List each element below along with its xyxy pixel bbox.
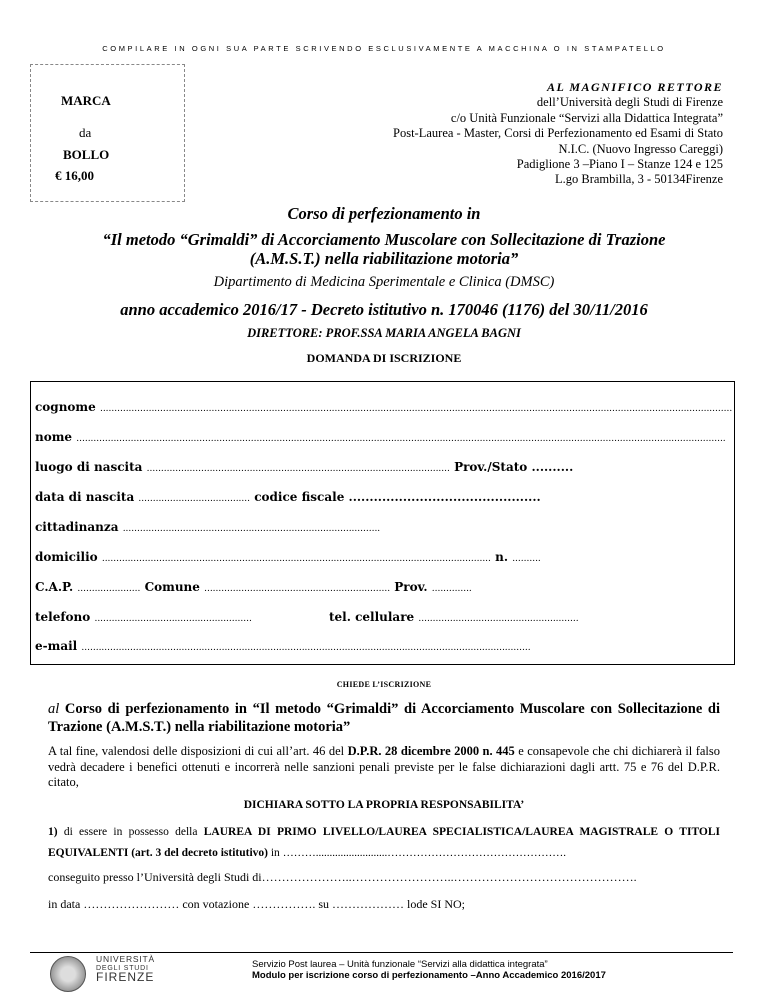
label-conseguito: conseguito presso l’Università degli Studi di <box>48 870 262 884</box>
university-logo-text <box>96 955 155 982</box>
request-heading: CHIEDE L’ISCRIZIONE <box>336 680 432 689</box>
logo-line: DEGLI STUDI <box>96 965 149 972</box>
request-al: al <box>48 701 60 717</box>
label-prov: Prov. <box>394 580 428 594</box>
header-note: COMPILARE IN OGNI SUA PARTE SCRIVENDO ESCLUSIVAMENTE A MACCHINA O IN STAMPATELLO <box>102 44 666 53</box>
label-cognome: cognome <box>35 400 96 414</box>
academic-year: anno accademico 2016/17 - Decreto istitutivo n. 170046 (1176) del 30/11/2016 <box>120 300 648 319</box>
legal-paragraph <box>48 744 720 791</box>
footer-line: Servizio Post laurea – Unità funzionale “Servizi alla didattica integrata” <box>252 959 548 970</box>
field-email[interactable]: ............................................................................................................................................................. <box>81 643 531 653</box>
recipient-address <box>303 80 723 188</box>
label-codice-fiscale: codice fiscale <box>254 490 345 504</box>
logo-line: FIRENZE <box>96 970 155 984</box>
field-nome[interactable]: ................................................................................................................................................................................................................................... <box>76 434 726 444</box>
item-number: 1) <box>48 826 58 838</box>
item-degree: LAUREA DI PRIMO LIVELLO/LAUREA SPECIALISTICA/LAUREA MAGISTRALE O TITOLI EQUIVALENTI (art. 3 del decreto istitutivo) <box>48 826 721 859</box>
field-telefono[interactable]: ....................................................... <box>94 614 252 624</box>
label-cittadinanza: cittadinanza <box>35 520 119 534</box>
item-text: in <box>267 847 280 859</box>
field-luogo-nascita[interactable]: .......................................................................................................... <box>146 464 450 474</box>
field-cittadinanza[interactable]: .......................................................................................... <box>122 524 381 534</box>
label-data-nascita: data di nascita <box>35 490 135 504</box>
label-su: su <box>318 897 329 911</box>
data-votazione-line <box>48 897 720 912</box>
declare-heading: DICHIARA SOTTO LA PROPRIA RESPONSABILITA’ <box>243 799 525 811</box>
request-course: Corso di perfezionamento in “Il metodo “Grimaldi” di Accorciamento Muscolare con Sollecitazione di Trazione (A.M.S.T.) nella riabilitazione motoria” <box>48 701 720 735</box>
field-cognome[interactable]: ............................................................................................................................................................................................................................. <box>99 404 733 414</box>
address-line: c/o Unità Funzionale “Servizi alla Didattica Integrata” <box>450 110 723 125</box>
label-telefono: telefono <box>35 610 91 624</box>
field-universita[interactable]: …………………..……………………..………………………………………. <box>261 870 637 884</box>
address-line: L.go Brambilla, 3 - 50134Firenze <box>554 172 723 187</box>
field-data-nascita[interactable]: ....................................... <box>138 494 250 504</box>
label-comune: Comune <box>144 580 200 594</box>
label-numero: n. <box>495 550 508 564</box>
recipient-heading: AL MAGNIFICO RETTORE <box>546 80 723 94</box>
address-line: Padiglione 3 –Piano I – Stanze 124 e 125 <box>516 157 723 172</box>
field-votazione[interactable]: ……………. <box>252 897 316 911</box>
course-name-line2: (A.M.S.T.) nella riabilitazione motoria” <box>249 249 519 268</box>
university-seal-icon <box>50 956 86 992</box>
logo-line: UNIVERSITÀ <box>96 954 156 964</box>
department: Dipartimento di Medicina Sperimentale e Clinica (DMSC) <box>213 274 555 290</box>
field-cap[interactable]: ...................... <box>77 584 141 594</box>
label-prov-stato: Prov./Stato <box>454 460 528 474</box>
label-lode: lode SI NO; <box>406 897 465 911</box>
address-line: N.I.C. (Nuovo Ingresso Careggi) <box>558 141 723 156</box>
paragraph-part: A tal fine, valendosi delle disposizioni di cui all’art. 46 del <box>48 744 348 758</box>
request-text <box>48 700 720 736</box>
label-email: e-mail <box>35 639 78 653</box>
director: DIRETTORE: PROF.SSA MARIA ANGELA BAGNI <box>247 326 521 340</box>
field-degree[interactable]: ………..........................…………………………………………. <box>282 847 566 859</box>
stamp-value: € 16,00 <box>55 168 94 183</box>
declaration-item-1 <box>48 822 720 864</box>
conseguito-line <box>48 870 720 885</box>
field-codice-fiscale[interactable]: .............................................. <box>348 490 541 504</box>
footer-divider <box>30 952 733 953</box>
stamp-marca: MARCA <box>61 93 111 108</box>
field-comune[interactable]: ................................................................. <box>204 584 391 594</box>
form-title: DOMANDA DI ISCRIZIONE <box>306 351 462 365</box>
personal-data-form <box>30 381 735 665</box>
field-data-laurea[interactable]: …………………… <box>83 897 180 911</box>
field-numero[interactable]: .......... <box>512 554 541 564</box>
footer-line: Modulo per iscrizione corso di perfezionamento –Anno Accademico 2016/2017 <box>252 970 606 981</box>
label-in-data: in data <box>48 897 81 911</box>
label-cellulare: tel. cellulare <box>329 610 415 624</box>
field-domicilio[interactable]: ........................................................................................................................................ <box>101 554 491 564</box>
label-nome: nome <box>35 430 73 444</box>
course-title: Corso di perfezionamento in <box>287 204 481 223</box>
stamp-da: da <box>79 125 92 140</box>
item-text: di essere in possesso della <box>57 826 204 838</box>
stamp-box <box>30 64 185 202</box>
course-name-line1: “Il metodo “Grimaldi” di Accorciamento Muscolare con Sollecitazione di Trazione <box>102 230 666 249</box>
label-domicilio: domicilio <box>35 550 98 564</box>
label-cap: C.A.P. <box>35 580 74 594</box>
address-line: Post-Laurea - Master, Corsi di Perfezionamento ed Esami di Stato <box>393 126 723 141</box>
field-prov-stato[interactable]: .......... <box>531 460 574 474</box>
field-cellulare[interactable]: ........................................................ <box>418 614 579 624</box>
footer-text <box>252 959 606 981</box>
stamp-bollo: BOLLO <box>63 147 110 162</box>
paragraph-part: e consapevole che chi dichiarerà il falso vedrà decadere i benefici ottenuti e incorrerà nelle sanzioni penali previste per le false dichiarazioni dagli artt. 75 e 76 del D.P.R. citato, <box>48 744 721 789</box>
paragraph-decree: D.P.R. 28 dicembre 2000 n. 445 <box>347 744 515 758</box>
label-votazione: con votazione <box>182 897 250 911</box>
field-su[interactable]: ……………… <box>331 897 404 911</box>
field-prov[interactable]: .............. <box>431 584 472 594</box>
label-luogo-nascita: luogo di nascita <box>35 460 143 474</box>
address-line: dell’Università degli Studi di Firenze <box>536 95 723 110</box>
